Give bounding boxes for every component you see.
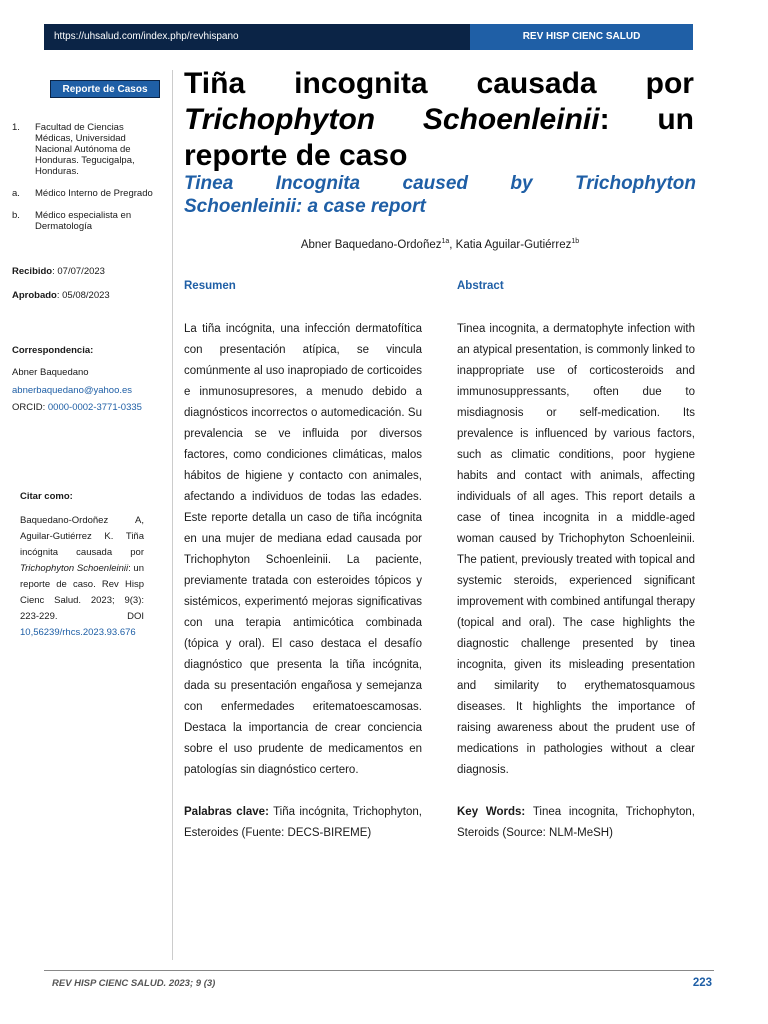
affiliation-a [12, 188, 162, 199]
affiliation-1 [12, 122, 162, 177]
title-spanish [184, 66, 694, 174]
correspondence-heading: Correspondencia: [12, 345, 94, 356]
received-date [12, 266, 105, 277]
correspondence-label [12, 345, 93, 356]
journal-url[interactable]: https://uhsalud.com/index.php/revhispano [54, 31, 239, 42]
page-number: 223 [692, 977, 712, 989]
abstract-column [457, 319, 695, 844]
received-value: : 07/07/2023 [52, 266, 105, 277]
correspondence-name: Abner Baquedano [12, 367, 89, 378]
resumen-column [184, 319, 422, 844]
abstract-keywords [457, 802, 695, 844]
author-2: Katia Aguilar-Gutiérrez [455, 238, 572, 251]
affiliation-text: Facultad de Ciencias Médicas, Universidad Nacional Autónoma de Honduras. Tegucigalpa, Honduras. [35, 122, 135, 177]
affiliation-b [12, 210, 162, 232]
author-separator: , [449, 238, 456, 251]
received-label: Recibido [12, 266, 53, 277]
correspondence-email-link[interactable]: abnerbaquedano@yahoo.es [12, 385, 133, 396]
affiliation-number: a. [12, 188, 20, 199]
cite-text [20, 513, 144, 641]
author-2-affiliation: 1b [571, 238, 580, 245]
resumen-keywords-label: Palabras clave: [184, 806, 269, 818]
affiliation-number: 1. [12, 122, 20, 133]
abstract-keywords-label: Key Words: [457, 806, 526, 818]
cite-doi-link[interactable]: 10,56239/rhcs.2023.93.676 [20, 627, 136, 638]
abstract-heading: Abstract [457, 280, 504, 292]
title-es-line2 [184, 102, 694, 138]
title-en-line2: Schoenleinii: a case report [184, 196, 426, 217]
resumen-heading: Resumen [184, 280, 236, 292]
cite-part1: Baquedano-Ordoñez A, Aguilar-Gutiérrez K. Tiña incógnita causada por [20, 515, 144, 558]
approved-date [12, 290, 110, 301]
title-es-line1: Tiña incognita causada por [184, 67, 694, 100]
approved-value: : 05/08/2023 [56, 290, 110, 301]
resumen-keywords [184, 802, 422, 844]
orcid-link[interactable]: 0000-0002-3771-0335 [47, 402, 142, 413]
affiliation-number: b. [12, 210, 20, 221]
resumen-keywords-text: Tiña incógnita, Trichophyton, Esteroides (Fuente: DECS-BIREME) [184, 806, 422, 839]
author-list [184, 238, 696, 251]
abstract-body: Tinea incognita, a dermatophyte infection with an atypical presentation, is commonly linked to inappropriate use of corticosteroids and immunosuppressants, often due to misdiagnosis or self-medication. Its prevalence is influenced by various factors, such as climatic conditions, poor hygiene habits and contact with animals, affecting individuals of all ages. This report details a case of tinea incognita in a middle-aged woman caused by Trichophyton Schoenleinii. The patient, previously treated with topical and systemic steroids, experienced significant improvement with combined antifungal therapy (topical and oral). The case highlights the diagnostic challenge presented by tinea incognita, given its misleading presentation and similarity to erythematosquamous diseases. It highlights the importance of raising awareness about the prudent use of medications in pathologies without a clear diagnosis. [457, 323, 695, 776]
title-en-line1: Tinea Incognita caused by Trichophyton [184, 173, 696, 194]
affiliation-text: Médico especialista en Dermatología [35, 210, 132, 232]
title-es-line3: reporte de caso [184, 139, 408, 172]
abstract-keywords-text: Tinea incognita, Trichophyton, Steroids (Source: NLM-MeSH) [457, 806, 695, 839]
title-es-line2-rest: : un [599, 103, 694, 136]
affiliation-text: Médico Interno de Pregrado [35, 188, 153, 199]
article-type-badge: Reporte de Casos [50, 80, 160, 98]
orcid-label: ORCID: [12, 402, 48, 413]
journal-url-bar[interactable] [44, 24, 470, 50]
journal-name: REV HISP CIENC SALUD [522, 31, 641, 42]
column-divider [172, 70, 173, 960]
cite-part2: : un reporte de caso. Rev Hisp Cienc Salud. 2023; 9(3): 223-229. DOI [20, 563, 144, 622]
author-1: Abner Baquedano-Ordoñez [300, 238, 442, 251]
orcid [12, 402, 142, 413]
footer-citation: REV HISP CIENC SALUD. 2023; 9 (3) [52, 978, 216, 989]
resumen-body: La tiña incógnita, una infección dermatofítica con presentación atípica, se vincula comúnmente al uso inapropiado de corticoides e inmunosupresores, a menudo debido a diagnósticos incorrectos o automedicación. Su prevalencia se ve influida por diversos factores, como condiciones climáticas, malos hábitos de higiene y contacto con animales, afectando a individuos de todas las edades. Este reporte detalla un caso de tiña incógnita en una mujer de mediana edad causada por Trichophyton Schoenleinii. La paciente, previamente tratada con esteroides tópicos y sistémicos, experimentó mejoras significativas con una terapia antimicótica combinada (tópica y oral). El caso destaca el desafío diagnóstico que presenta la tiña incógnita, dada su presentación engañosa y semejanza con enfermedades eritematoescamosas. Destaca la importancia de crear conciencia sobre el uso prudente de medicamentos en patologías sin diagnóstico certero. [184, 323, 422, 776]
cite-species: Trichophyton Schoenleinii [20, 563, 129, 574]
author-1-affiliation: 1a [441, 238, 450, 245]
cite-heading: Citar como: [20, 491, 73, 502]
journal-name-bar [470, 24, 693, 50]
title-english [184, 172, 696, 218]
footer-divider [44, 970, 714, 971]
title-es-species: Trichophyton Schoenleinii [184, 103, 600, 136]
approved-label: Aprobado [12, 290, 57, 301]
